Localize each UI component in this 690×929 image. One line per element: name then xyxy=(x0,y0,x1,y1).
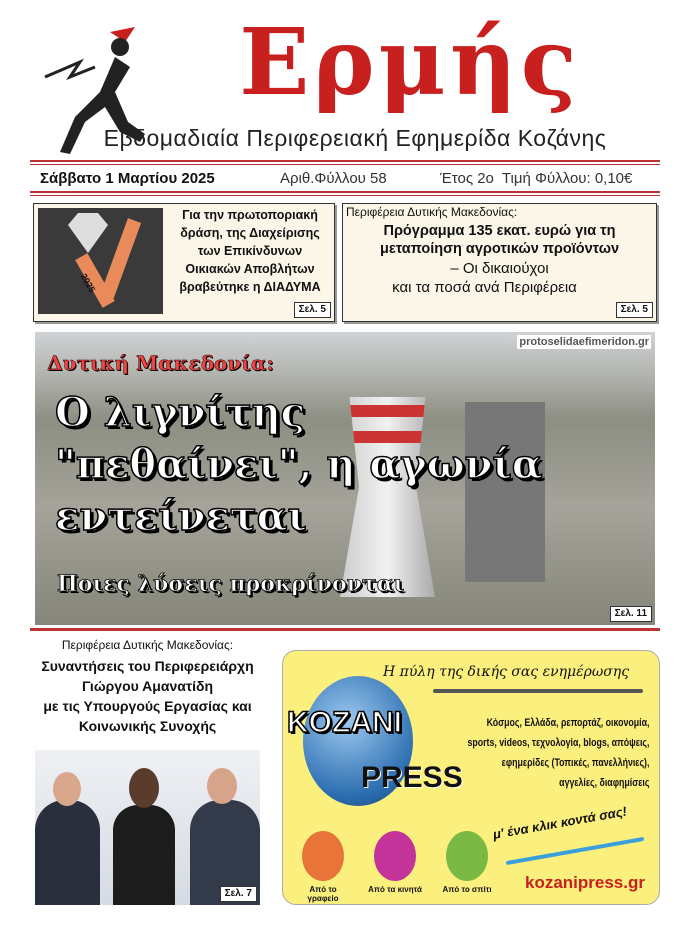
lead-headline-line: "πεθαίνει", η αγωνία xyxy=(55,441,543,488)
story-headline-line: με τις Υπουργούς Εργασίας και xyxy=(43,698,252,714)
lead-headline-line: Ο λιγνίτης xyxy=(55,389,306,436)
page-ref: Σελ. 7 xyxy=(220,886,257,902)
mobile-phone-icon xyxy=(374,831,416,881)
issue-date: Σάββατο 1 Μαρτίου 2025 xyxy=(40,169,215,187)
story-sub: και τα ποσά ανά Περιφέρεια xyxy=(392,279,577,296)
ad-slogan: μ' ένα κλικ κοντά σας! xyxy=(491,803,628,842)
story-kicker: Περιφέρεια Δυτικής Μακεδονίας: xyxy=(346,205,518,219)
home-computer-icon xyxy=(446,831,488,881)
kozanipress-ad[interactable] xyxy=(282,650,660,905)
lead-subhead: Ποιες λύσεις προκρίνονται xyxy=(57,571,405,597)
lead-kicker: Δυτική Μακεδονία: xyxy=(47,351,274,375)
ad-channel-label: Από το γραφείο xyxy=(307,885,339,903)
ad-channel-label: Από το σπίτι xyxy=(442,885,492,894)
trophy-photo xyxy=(38,208,163,314)
story-headline-line: Γιώργου Αμανατίδη xyxy=(81,678,214,694)
story-headline-line: Συναντήσεις του Περιφερειάρχη xyxy=(41,658,254,674)
award-line: των Επικίνδυνων xyxy=(197,244,303,258)
story-headline: Πρόγραμμα 135 εκατ. ευρώ για τη μεταποίηση αγροτικών προϊόντων xyxy=(379,223,620,257)
divider xyxy=(30,628,660,631)
page-ref: Σελ. 5 xyxy=(294,302,331,318)
watermark: protoselidaefimeridon.gr xyxy=(519,336,649,348)
funding-story[interactable] xyxy=(342,203,657,322)
award-story[interactable] xyxy=(33,203,335,322)
story-headline-line: Κοινωνικής Συνοχής xyxy=(78,718,217,734)
ad-topic: Κόσμος, Ελλάδα, ρεπορτάζ, οικονομία, xyxy=(486,717,649,729)
masthead-subtitle: Εβδομαδιαία Περιφερειακή Εφημερίδα Κοζάνης xyxy=(103,125,607,151)
ad-channel xyxy=(293,831,353,903)
ad-topic: αγγελίες, διαφημίσεις xyxy=(558,777,649,789)
ad-topic: sports, videos, τεχνολογία, blogs, απόψεις, xyxy=(467,737,649,749)
page-ref: Σελ. 5 xyxy=(616,302,653,318)
meeting-photo xyxy=(35,750,260,905)
ad-brand-press: PRESS xyxy=(361,761,463,794)
issue-number: Αριθ.Φύλλου 58 xyxy=(280,169,387,187)
meeting-story[interactable] xyxy=(18,638,277,736)
desktop-icon xyxy=(302,831,344,881)
ad-channel xyxy=(437,831,497,894)
divider xyxy=(30,160,660,165)
award-line: βραβεύτηκε η ΔΙΑΔΥΜΑ xyxy=(179,280,321,294)
lead-story[interactable] xyxy=(35,332,655,625)
ad-channel-label: Από τα κινητά xyxy=(368,885,422,894)
ad-topic: εφημερίδες (Τοπικές, πανελλήνιες), xyxy=(501,757,649,769)
ad-channel xyxy=(365,831,425,894)
trophy-year: 2025 xyxy=(78,271,98,295)
ad-brand-kozani: KOZANI xyxy=(287,706,402,739)
masthead-title: Ερμής xyxy=(239,8,581,116)
ad-url[interactable]: kozanipress.gr xyxy=(525,873,645,892)
award-line: Οικιακών Αποβλήτων xyxy=(185,262,315,276)
issue-info xyxy=(40,167,660,189)
lead-headline-line: εντείνεται xyxy=(55,493,307,540)
page-ref: Σελ. 11 xyxy=(610,606,652,622)
ad-tagline: Η πύλη της δικής σας ενημέρωσης xyxy=(383,664,630,680)
story-kicker: Περιφέρεια Δυτικής Μακεδονίας: xyxy=(61,638,234,652)
issue-year: Έτος 2ο xyxy=(440,169,494,187)
award-line: Για την πρωτοποριακή xyxy=(182,208,318,222)
award-line: δράση, της Διαχείρισης xyxy=(180,226,320,240)
issue-price: Τιμή Φύλλου: 0,10€ xyxy=(501,169,633,187)
divider xyxy=(30,191,660,196)
story-sub: – Οι δικαιούχοι xyxy=(450,260,549,277)
